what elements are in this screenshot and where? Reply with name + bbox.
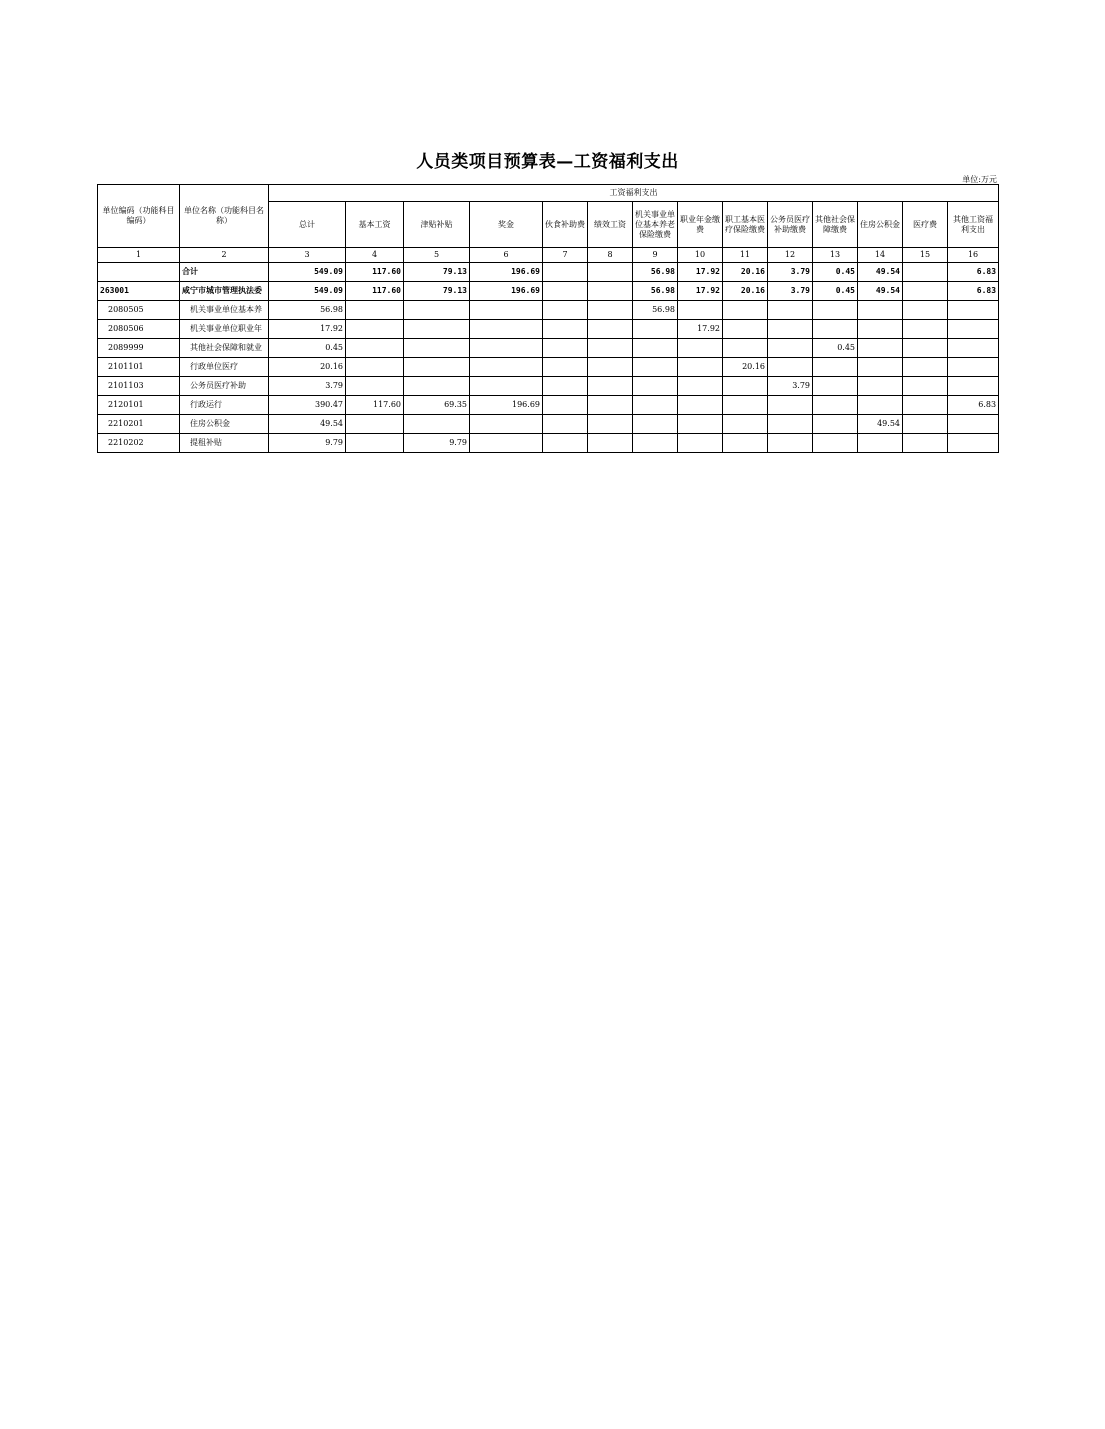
row-value (543, 415, 588, 434)
row-code: 2120101 (98, 396, 180, 415)
row-value: 9.79 (269, 434, 346, 453)
row-value (858, 358, 903, 377)
row-value (723, 396, 768, 415)
row-value (723, 415, 768, 434)
row-code (98, 263, 180, 282)
row-value: 79.13 (404, 263, 470, 282)
row-value: 20.16 (723, 358, 768, 377)
row-value (723, 339, 768, 358)
header-numbers-row (98, 248, 999, 263)
row-value (948, 339, 999, 358)
row-value (858, 301, 903, 320)
row-value (768, 320, 813, 339)
row-name: 其他社会保障和就业 (180, 339, 269, 358)
row-value (543, 358, 588, 377)
header-number: 13 (813, 248, 858, 263)
row-value (470, 358, 543, 377)
row-value: 196.69 (470, 282, 543, 301)
row-value (543, 434, 588, 453)
row-value (768, 434, 813, 453)
header-column: 总计 (269, 202, 346, 248)
row-value: 56.98 (633, 301, 678, 320)
row-value (543, 377, 588, 396)
page-title: 人员类项目预算表—工资福利支出 (416, 152, 679, 172)
row-value (858, 396, 903, 415)
row-value: 0.45 (813, 339, 858, 358)
header-column: 住房公积金 (858, 202, 903, 248)
row-value (588, 377, 633, 396)
row-value: 196.69 (470, 396, 543, 415)
table-row (98, 377, 999, 396)
row-value (588, 358, 633, 377)
row-value (903, 301, 948, 320)
row-value: 3.79 (768, 282, 813, 301)
row-value (813, 396, 858, 415)
row-value: 17.92 (678, 282, 723, 301)
row-value (588, 396, 633, 415)
row-value (903, 415, 948, 434)
row-value (588, 320, 633, 339)
header-column: 奖金 (470, 202, 543, 248)
row-value (346, 339, 404, 358)
row-value: 0.45 (813, 282, 858, 301)
row-value (813, 358, 858, 377)
row-value: 49.54 (858, 415, 903, 434)
table-row (98, 434, 999, 453)
row-name: 住房公积金 (180, 415, 269, 434)
row-value: 0.45 (269, 339, 346, 358)
row-code: 2089999 (98, 339, 180, 358)
row-value: 390.47 (269, 396, 346, 415)
header-code: 单位编码（功能科目编码） (98, 185, 180, 248)
header-column: 职工基本医疗保险缴费 (723, 202, 768, 248)
row-value (723, 434, 768, 453)
table-row (98, 415, 999, 434)
row-value (678, 358, 723, 377)
row-value (678, 339, 723, 358)
row-value (543, 301, 588, 320)
header-number: 12 (768, 248, 813, 263)
row-value (903, 339, 948, 358)
header-column: 其他工资福利支出 (948, 202, 999, 248)
header-group-row (98, 185, 999, 202)
row-code: 263001 (98, 282, 180, 301)
row-value (588, 263, 633, 282)
table-row (98, 301, 999, 320)
budget-table (97, 184, 999, 453)
row-value (768, 301, 813, 320)
row-value: 56.98 (269, 301, 346, 320)
row-value (858, 320, 903, 339)
header-number: 11 (723, 248, 768, 263)
row-value (948, 358, 999, 377)
row-name: 提租补贴 (180, 434, 269, 453)
row-value (723, 301, 768, 320)
row-value: 0.45 (813, 263, 858, 282)
table-row (98, 339, 999, 358)
row-value (633, 320, 678, 339)
row-value (633, 377, 678, 396)
row-value (346, 377, 404, 396)
row-code: 2210201 (98, 415, 180, 434)
row-value (633, 415, 678, 434)
row-value (404, 301, 470, 320)
row-value: 9.79 (404, 434, 470, 453)
row-value (858, 339, 903, 358)
row-value: 49.54 (269, 415, 346, 434)
row-value (678, 377, 723, 396)
row-name: 机关事业单位职业年 (180, 320, 269, 339)
header-column: 津贴补贴 (404, 202, 470, 248)
header-number: 3 (269, 248, 346, 263)
header-column: 医疗费 (903, 202, 948, 248)
row-value: 6.83 (948, 396, 999, 415)
row-value (543, 396, 588, 415)
header-number: 7 (543, 248, 588, 263)
row-value (633, 358, 678, 377)
header-number: 16 (948, 248, 999, 263)
header-column: 公务员医疗补助缴费 (768, 202, 813, 248)
row-value: 6.83 (948, 263, 999, 282)
row-value (346, 434, 404, 453)
row-value (678, 434, 723, 453)
row-value: 49.54 (858, 263, 903, 282)
row-value (768, 415, 813, 434)
row-value (903, 396, 948, 415)
row-code: 2101103 (98, 377, 180, 396)
table-row (98, 320, 999, 339)
row-value (588, 282, 633, 301)
row-name: 合计 (180, 263, 269, 282)
row-value (588, 434, 633, 453)
row-code: 2080506 (98, 320, 180, 339)
row-value (470, 377, 543, 396)
header-column: 基本工资 (346, 202, 404, 248)
row-value: 49.54 (858, 282, 903, 301)
row-value (813, 301, 858, 320)
row-value (768, 396, 813, 415)
table-row (98, 358, 999, 377)
row-value (948, 415, 999, 434)
row-value: 17.92 (269, 320, 346, 339)
header-number: 9 (633, 248, 678, 263)
row-value (543, 263, 588, 282)
row-value (813, 377, 858, 396)
row-value (858, 377, 903, 396)
row-value (948, 301, 999, 320)
row-value (903, 320, 948, 339)
row-value: 3.79 (768, 377, 813, 396)
row-value (346, 358, 404, 377)
row-value: 79.13 (404, 282, 470, 301)
row-value (346, 320, 404, 339)
header-column: 职业年金缴费 (678, 202, 723, 248)
row-value (404, 320, 470, 339)
row-value: 56.98 (633, 282, 678, 301)
header-number: 5 (404, 248, 470, 263)
row-value (470, 320, 543, 339)
row-value (813, 320, 858, 339)
row-value (678, 415, 723, 434)
row-value (633, 434, 678, 453)
row-value: 6.83 (948, 282, 999, 301)
row-value (633, 339, 678, 358)
row-value: 117.60 (346, 396, 404, 415)
row-value (768, 358, 813, 377)
row-name: 行政运行 (180, 396, 269, 415)
row-value (588, 415, 633, 434)
row-value (470, 301, 543, 320)
table-row (98, 263, 999, 282)
row-value (470, 434, 543, 453)
row-value: 17.92 (678, 320, 723, 339)
row-value (903, 282, 948, 301)
row-value (404, 339, 470, 358)
row-value (678, 396, 723, 415)
header-number: 1 (98, 248, 180, 263)
header-name: 单位名称（功能科目名称） (180, 185, 269, 248)
row-value (470, 339, 543, 358)
row-value (346, 415, 404, 434)
row-value (346, 301, 404, 320)
row-value (470, 415, 543, 434)
row-value (948, 377, 999, 396)
row-name: 公务员医疗补助 (180, 377, 269, 396)
row-value (404, 415, 470, 434)
table-row (98, 396, 999, 415)
row-value (543, 282, 588, 301)
row-value (903, 434, 948, 453)
row-value (858, 434, 903, 453)
row-value: 20.16 (723, 263, 768, 282)
row-name: 咸宁市城市管理执法委 (180, 282, 269, 301)
row-name: 行政单位医疗 (180, 358, 269, 377)
header-column: 机关事业单位基本养老保险缴费 (633, 202, 678, 248)
row-value (588, 301, 633, 320)
row-value (404, 377, 470, 396)
row-value (903, 263, 948, 282)
row-value: 56.98 (633, 263, 678, 282)
row-name: 机关事业单位基本养 (180, 301, 269, 320)
row-value: 69.35 (404, 396, 470, 415)
row-code: 2080505 (98, 301, 180, 320)
row-value (903, 377, 948, 396)
row-value: 17.92 (678, 263, 723, 282)
table-row (98, 282, 999, 301)
header-group: 工资福利支出 (269, 185, 999, 202)
header-column: 伙食补助费 (543, 202, 588, 248)
header-number: 2 (180, 248, 269, 263)
row-code: 2210202 (98, 434, 180, 453)
row-value (633, 396, 678, 415)
row-value: 3.79 (269, 377, 346, 396)
row-value (723, 320, 768, 339)
row-code: 2101101 (98, 358, 180, 377)
row-value (543, 320, 588, 339)
row-value (948, 320, 999, 339)
row-value (813, 415, 858, 434)
row-value: 117.60 (346, 263, 404, 282)
row-value: 549.09 (269, 263, 346, 282)
row-value: 20.16 (723, 282, 768, 301)
row-value (903, 358, 948, 377)
row-value (768, 339, 813, 358)
header-number: 10 (678, 248, 723, 263)
header-column: 绩效工资 (588, 202, 633, 248)
row-value (404, 358, 470, 377)
row-value: 117.60 (346, 282, 404, 301)
row-value: 20.16 (269, 358, 346, 377)
row-value: 3.79 (768, 263, 813, 282)
header-column: 其他社会保障缴费 (813, 202, 858, 248)
unit-label: 单位:万元 (962, 175, 997, 184)
row-value (813, 434, 858, 453)
header-number: 6 (470, 248, 543, 263)
row-value (948, 434, 999, 453)
header-number: 8 (588, 248, 633, 263)
row-value: 196.69 (470, 263, 543, 282)
header-number: 4 (346, 248, 404, 263)
row-value (723, 377, 768, 396)
row-value (588, 339, 633, 358)
header-number: 15 (903, 248, 948, 263)
header-number: 14 (858, 248, 903, 263)
row-value: 549.09 (269, 282, 346, 301)
row-value (543, 339, 588, 358)
row-value (678, 301, 723, 320)
